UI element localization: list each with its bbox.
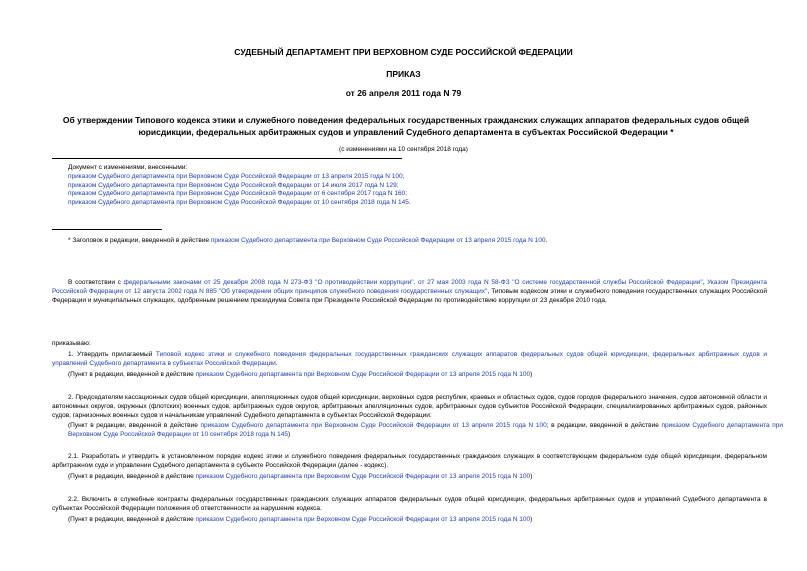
footnote-link[interactable]: приказом Судебного департамента при Верховном Суде Российской Федерации от 13 апреля 2015 года N 100 [210,237,546,244]
paragraph-2-2-note [52,516,783,525]
document-type-heading: ПРИКАЗ [386,69,421,79]
paragraph-2-note-link-2[interactable]: приказом Судебного департамента при Верховном Суде Российской Федерации от 10 сентября 2018 года N 145 [68,422,784,438]
preamble [52,279,767,305]
preamble-text-1: В соответствии с [68,279,124,286]
divider-top [52,158,402,159]
paragraph-1 [52,351,767,369]
preamble-law-2[interactable]: , от 27 мая 2003 года N 58-ФЗ "О системе государственной службы Российской Федерации" [413,279,703,286]
note-close: ) [530,371,533,378]
paragraph-2-1: 2.1. Разработать и утвердить в установленном порядке кодекс этики и служебного поведения федеральных государственных гражданских служащих в соответствующем федеральном суде общей юрисдикции, федеральном арбитражном суде и управлении Судебного департамента в субъекте Российской Федерации (далее - кодекс). [52,453,767,469]
paragraph-2-1-note [52,473,783,482]
change-link-4[interactable]: приказом Судебного департамента при Верховном Суде Российской Федерации от 10 сентября 2018 года N 145. [68,199,411,207]
order-word: приказываю: [52,340,91,347]
paragraph-2-2-note-link[interactable]: приказом Судебного департамента при Верховном Суде Российской Федерации от 13 апреля 2015 года N 100 [195,516,531,523]
note-mid: ; в редакции, введенной в действие [546,422,662,429]
edition-note: (с изменениями на 10 сентября 2018 года) [339,146,468,153]
paragraph-1-note [52,371,783,380]
paragraph-1-end: . [275,359,278,367]
paragraph-1-code-link[interactable]: Типовой кодекс этики и служебного поведения федеральных государственных гражданских служащих аппаратов федеральных судов общей юрисдикции, федеральных арбитражных судов и управлений Судебного департамента в субъектах Российской Федерации [52,351,767,367]
preamble-text-4: , Типовым кодексом этики и служебного поведения государственных служащих Российской Федерации и муниципальных служащих, одобренным решением президиума Совета при Президенте Российской Федерации по противодействию коррупции от 23 декабря 2010 года, [52,287,767,304]
change-link-1[interactable]: приказом Судебного департамента при Верховном Суде Российской Федерации от 13 апреля 2015 года N 100; [68,172,405,180]
preamble-link-decree[interactable]: Указом Президента Российской Федерации от 12 августа 2002 года N 885 "Об утверждении общих принципов служебного поведения государственных служащих" [52,279,767,295]
note-open: (Пункт в редакции, введенной в действие [68,516,196,523]
preamble-text-3: , [702,279,708,286]
footnote-text: * Заголовок в редакции, введенной в действие [68,237,211,244]
paragraph-2-note-link-1[interactable]: приказом Судебного департамента при Верховном Суде Российской Федерации от 13 апреля 2015 года N 100 [200,422,547,429]
document-date-heading: от 26 апреля 2011 года N 79 [345,88,462,98]
document-title: Об утверждении Типового кодекса этики и служебного поведения федеральных государственных гражданских служащих аппаратов федеральных судов общей юрисдикции, федеральных арбитражных судов и управлений Судебного департамента в субъектах Российской Федерации * [62,115,750,137]
paragraph-1-note-link[interactable]: приказом Судебного департамента при Верховном Суде Российской Федерации от 13 апреля 2015 года N 100 [195,371,531,378]
note-close: ) [288,430,291,438]
footnote [52,237,783,246]
paragraph-1-text: 1. Утвердить прилагаемый [68,351,156,358]
divider-footnote [52,229,162,230]
footnote-end: . [545,237,548,244]
change-link-3[interactable]: приказом Судебного департамента при Верховном Суде Российской Федерации от 6 сентября 2017 года N 160; [68,190,408,198]
note-close: ) [530,516,533,523]
change-link-2[interactable]: приказом Судебного департамента при Верховном Суде Российской Федерации от 14 июля 2017 года N 129; [68,181,399,189]
changes-intro: Документ с изменениями, внесенными: [68,164,188,171]
organization-heading: СУДЕБНЫЙ ДЕПАРТАМЕНТ ПРИ ВЕРХОВНОМ СУДЕ РОССИЙСКОЙ ФЕДЕРАЦИИ [234,47,573,57]
note-open: (Пункт в редакции, введенной в действие [68,422,201,429]
changes-block [52,164,767,208]
paragraph-2-2: 2.2. Включить в служебные контракты федеральных государственных гражданских служащих аппаратов федеральных судов общей юрисдикции, федеральных арбитражных судов и управлений Судебного департамента в субъектах Российской Федерации положения об ответственности за нарушение кодекса. [52,496,767,512]
note-open: (Пункт в редакции, введенной в действие [68,473,196,480]
note-close: ) [530,473,533,480]
paragraph-2: 2. Председателям кассационных судов общей юрисдикции, апелляционных судов общей юрисдикции, верховных судов республик, краевых и областных судов, судов городов федерального значения, судов автономной области и автономных округов, окружных (флотских) военных судов, арбитражных судов округов, арбитражных апелляционных судов, арбитражных судов субъектов Российской Федерации, специализированных арбитражных судов, районных судов, гарнизонных военных судов и начальникам управлений Судебного департамента в субъектах Российской Федерации: [52,394,767,419]
paragraph-2-1-note-link[interactable]: приказом Судебного департамента при Верховном Суде Российской Федерации от 13 апреля 2015 года N 100 [195,473,531,480]
preamble-link-law[interactable]: федеральными законами от 25 декабря 2008 года N 273-ФЗ "О противодействии коррупции" [123,279,414,286]
paragraph-2-note [52,422,783,440]
note-open: (Пункт в редакции, введенной в действие [68,371,196,378]
